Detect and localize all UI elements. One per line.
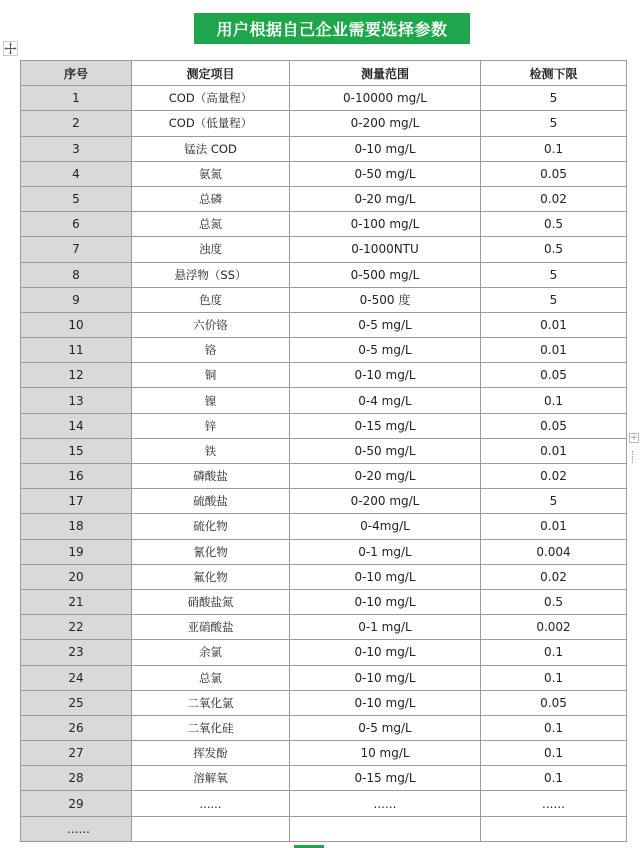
cell-range: 0-4mg/L (290, 514, 481, 539)
table-row (21, 615, 627, 640)
table-row (21, 690, 627, 715)
header-no: 序号 (21, 61, 132, 86)
banner-title: 用户根据自己企业需要选择参数 (194, 13, 470, 44)
cell-no: 13 (21, 388, 132, 413)
cell-item: 锌 (132, 413, 290, 438)
cell-limit: 0.01 (481, 438, 627, 463)
cell-no: 24 (21, 665, 132, 690)
cell-range: ...... (290, 791, 481, 816)
table-header-row (21, 61, 627, 86)
move-cross-icon[interactable] (3, 41, 18, 56)
cell-item: 二氧化氯 (132, 690, 290, 715)
table-row (21, 413, 627, 438)
cell-limit: 0.1 (481, 766, 627, 791)
cell-range: 0-10 mg/L (290, 665, 481, 690)
cell-no: 8 (21, 262, 132, 287)
cell-item: 铬 (132, 338, 290, 363)
table-row (21, 262, 627, 287)
cell-no: ...... (21, 816, 132, 841)
cell-range: 0-10 mg/L (290, 690, 481, 715)
cell-range: 0-5 mg/L (290, 338, 481, 363)
table-row (21, 338, 627, 363)
cell-range: 0-15 mg/L (290, 413, 481, 438)
cell-no: 6 (21, 212, 132, 237)
table-row (21, 237, 627, 262)
table-row (21, 287, 627, 312)
cell-item: 总氮 (132, 212, 290, 237)
table-row (21, 715, 627, 740)
cell-limit: 0.01 (481, 312, 627, 337)
cell-limit: ...... (481, 791, 627, 816)
cell-limit: 0.1 (481, 136, 627, 161)
table-row (21, 312, 627, 337)
cell-item: 二氧化硅 (132, 715, 290, 740)
cell-item: 色度 (132, 287, 290, 312)
cell-limit: 0.05 (481, 161, 627, 186)
cell-limit: 0.01 (481, 338, 627, 363)
cell-no: 5 (21, 186, 132, 211)
cell-range: 0-1000NTU (290, 237, 481, 262)
cell-range: 0-10 mg/L (290, 564, 481, 589)
table-row (21, 161, 627, 186)
cell-limit: 0.1 (481, 388, 627, 413)
cell-item: 磷酸盐 (132, 464, 290, 489)
cell-limit: 5 (481, 489, 627, 514)
table-row (21, 741, 627, 766)
cell-item: 亚硝酸盐 (132, 615, 290, 640)
row-insert-marker (632, 451, 634, 463)
cell-no: 10 (21, 312, 132, 337)
cell-item: 硫酸盐 (132, 489, 290, 514)
cell-limit: 0.002 (481, 615, 627, 640)
table-row (21, 136, 627, 161)
cell-no: 4 (21, 161, 132, 186)
cell-no: 26 (21, 715, 132, 740)
cell-range: 10 mg/L (290, 741, 481, 766)
cell-range: 0-4 mg/L (290, 388, 481, 413)
cell-limit: 0.1 (481, 640, 627, 665)
table-row (21, 186, 627, 211)
cell-item: 锰法 COD (132, 136, 290, 161)
cell-no: 21 (21, 589, 132, 614)
cell-range: 0-10000 mg/L (290, 86, 481, 111)
cell-range: 0-5 mg/L (290, 312, 481, 337)
table-row (21, 464, 627, 489)
table-row (21, 589, 627, 614)
parameter-table (20, 60, 627, 842)
cell-item: 总氯 (132, 665, 290, 690)
cell-limit: 0.1 (481, 741, 627, 766)
cell-limit: 0.02 (481, 564, 627, 589)
cell-item: ...... (132, 791, 290, 816)
cell-limit: 0.004 (481, 539, 627, 564)
table-row (21, 791, 627, 816)
cell-item: 总磷 (132, 186, 290, 211)
cell-limit: 0.05 (481, 413, 627, 438)
table-body (21, 86, 627, 842)
cell-item: 铁 (132, 438, 290, 463)
cell-no: 16 (21, 464, 132, 489)
cell-range: 0-10 mg/L (290, 640, 481, 665)
cell-limit: 0.05 (481, 690, 627, 715)
cell-limit: 0.02 (481, 464, 627, 489)
cell-no: 28 (21, 766, 132, 791)
table-row (21, 86, 627, 111)
plus-icon[interactable]: + (630, 433, 638, 443)
cell-empty (132, 816, 290, 841)
table-row (21, 665, 627, 690)
cell-limit: 5 (481, 86, 627, 111)
cell-item: COD（低量程） (132, 111, 290, 136)
cell-no: 9 (21, 287, 132, 312)
cell-item: 铜 (132, 363, 290, 388)
header-range: 测量范围 (290, 61, 481, 86)
cell-limit: 0.5 (481, 212, 627, 237)
cell-item: 硫化物 (132, 514, 290, 539)
cell-no: 19 (21, 539, 132, 564)
cell-item: 镍 (132, 388, 290, 413)
cell-range: 0-500 度 (290, 287, 481, 312)
cell-range: 0-20 mg/L (290, 464, 481, 489)
cell-no: 1 (21, 86, 132, 111)
cell-range: 0-1 mg/L (290, 615, 481, 640)
cell-no: 15 (21, 438, 132, 463)
table-row (21, 363, 627, 388)
cell-range: 0-20 mg/L (290, 186, 481, 211)
cell-limit: 0.01 (481, 514, 627, 539)
cell-no: 22 (21, 615, 132, 640)
cell-limit: 0.5 (481, 237, 627, 262)
cell-item: 溶解氧 (132, 766, 290, 791)
cell-range: 0-10 mg/L (290, 136, 481, 161)
table-row (21, 514, 627, 539)
table-row (21, 640, 627, 665)
cell-no: 20 (21, 564, 132, 589)
table-row (21, 438, 627, 463)
cell-no: 3 (21, 136, 132, 161)
cell-item: 挥发酚 (132, 741, 290, 766)
cell-range: 0-200 mg/L (290, 111, 481, 136)
cell-no: 12 (21, 363, 132, 388)
cell-item: 六价铬 (132, 312, 290, 337)
cell-range: 0-15 mg/L (290, 766, 481, 791)
cell-no: 25 (21, 690, 132, 715)
cell-limit: 5 (481, 287, 627, 312)
cell-no: 14 (21, 413, 132, 438)
cell-range: 0-200 mg/L (290, 489, 481, 514)
cell-range: 0-50 mg/L (290, 438, 481, 463)
cell-item: 氟化物 (132, 564, 290, 589)
cell-item: 悬浮物（SS） (132, 262, 290, 287)
cell-range: 0-1 mg/L (290, 539, 481, 564)
cell-item: 浊度 (132, 237, 290, 262)
cell-no: 29 (21, 791, 132, 816)
cell-no: 23 (21, 640, 132, 665)
cell-range: 0-10 mg/L (290, 363, 481, 388)
cell-limit: 0.5 (481, 589, 627, 614)
table-row (21, 212, 627, 237)
table-row (21, 388, 627, 413)
cell-limit: 0.05 (481, 363, 627, 388)
cell-no: 17 (21, 489, 132, 514)
table-row-continuation (21, 816, 627, 841)
table-row (21, 539, 627, 564)
header-item: 测定项目 (132, 61, 290, 86)
cell-item: 氰化物 (132, 539, 290, 564)
cell-range: 0-500 mg/L (290, 262, 481, 287)
cell-no: 27 (21, 741, 132, 766)
cell-item: 余氯 (132, 640, 290, 665)
cell-empty (481, 816, 627, 841)
cell-limit: 0.02 (481, 186, 627, 211)
table-row (21, 564, 627, 589)
cell-no: 18 (21, 514, 132, 539)
cell-no: 2 (21, 111, 132, 136)
cell-range: 0-50 mg/L (290, 161, 481, 186)
header-limit: 检测下限 (481, 61, 627, 86)
cell-limit: 5 (481, 262, 627, 287)
cell-limit: 0.1 (481, 715, 627, 740)
cell-no: 11 (21, 338, 132, 363)
table-row (21, 111, 627, 136)
table-row (21, 489, 627, 514)
cell-item: 硝酸盐氮 (132, 589, 290, 614)
cell-item: COD（高量程） (132, 86, 290, 111)
cell-limit: 5 (481, 111, 627, 136)
cell-item: 氨氮 (132, 161, 290, 186)
cell-limit: 0.1 (481, 665, 627, 690)
cell-range: 0-10 mg/L (290, 589, 481, 614)
table-row (21, 766, 627, 791)
cell-range: 0-5 mg/L (290, 715, 481, 740)
cell-range: 0-100 mg/L (290, 212, 481, 237)
cell-no: 7 (21, 237, 132, 262)
cell-empty (290, 816, 481, 841)
